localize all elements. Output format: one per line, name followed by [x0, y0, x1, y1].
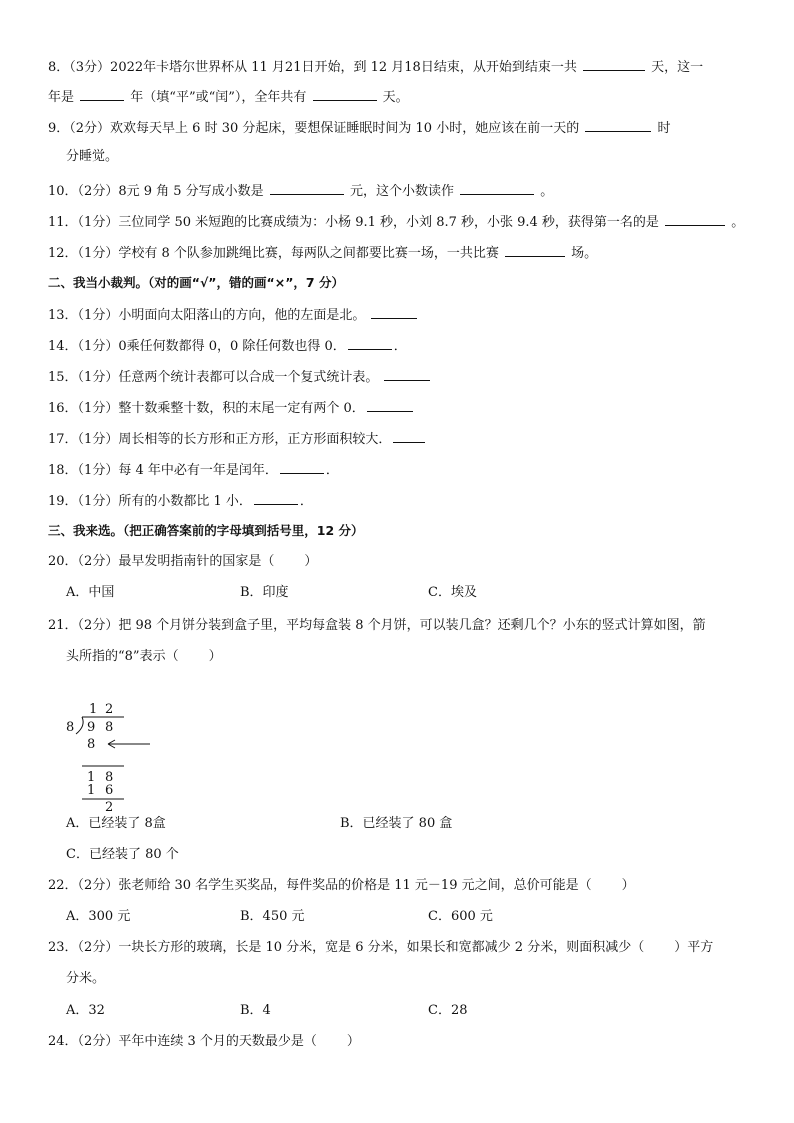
partial-digit: 1	[87, 770, 96, 785]
question-21-line-2: 头所指的“8”表示（ ）	[66, 649, 222, 664]
question-22: 22．（2分）张老师给 30 名学生买奖品，每件奖品的价格是 11 元－19 元之间，总价可能是（ ）	[48, 878, 635, 893]
answer-blank[interactable]	[585, 118, 651, 132]
question-20: 20．（2分）最早发明指南针的国家是（ ）	[48, 554, 318, 569]
question-12: 12．（1分）学校有 8 个队参加跳绳比赛，每两队之间都要比赛一场，一共比赛 场。	[48, 243, 597, 263]
partial-digit: 1	[87, 783, 96, 798]
arrow-pointed-eight: 8	[87, 737, 96, 752]
option-a[interactable]: A．32	[66, 1003, 105, 1018]
divisor: 8	[66, 720, 75, 735]
question-14: 14．（1分）0乘任何数都得 0，0 除任何数也得 0． ．	[48, 336, 407, 356]
question-9-line-1: 9．（2分）欢欢每天早上 6 时 30 分起床，要想保证睡眠时间为 10 小时，她应该在前一天的 时	[48, 118, 671, 138]
option-a[interactable]: A．中国	[66, 585, 115, 600]
option-a[interactable]: A．300 元	[66, 909, 131, 924]
division-lines	[62, 700, 172, 810]
option-c[interactable]: C．已经装了 80 个	[66, 847, 179, 862]
question-10: 10．（2分）8元 9 角 5 分写成小数是 元，这个小数读作 。	[48, 181, 553, 201]
option-b[interactable]: B．印度	[240, 585, 289, 600]
partial-digit: 8	[105, 770, 114, 785]
option-c[interactable]: C．埃及	[428, 585, 477, 600]
answer-blank[interactable]	[313, 87, 377, 101]
dividend-digit: 9	[87, 720, 96, 735]
question-11: 11．（1分）三位同学 50 米短跑的比赛成绩为：小杨 9.1 秒，小刘 8.7 秒，小张 9.4 秒，获得第一名的是 。	[48, 212, 744, 232]
question-8-line-2: 年是 年（填“平”或“闰”），全年共有 天。	[48, 87, 409, 107]
option-c[interactable]: C．600 元	[428, 909, 493, 924]
quotient-digit: 1	[89, 702, 98, 717]
question-15: 15．（1分）任意两个统计表都可以合成一个复式统计表。	[48, 367, 432, 387]
option-c[interactable]: C．28	[428, 1003, 468, 1018]
answer-blank[interactable]	[371, 305, 417, 319]
question-13: 13．（1分）小明面向太阳落山的方向，他的左面是北。	[48, 305, 419, 325]
answer-blank[interactable]	[270, 181, 344, 195]
question-18: 18．（1分）每 4 年中必有一年是闰年． ．	[48, 460, 339, 480]
quotient-digit: 2	[105, 702, 114, 717]
section-3-heading: 三、我来选。（把正确答案前的字母填到括号里，12 分）	[48, 523, 364, 538]
answer-blank[interactable]	[393, 429, 425, 443]
question-9-line-2: 分睡觉。	[66, 149, 119, 164]
remainder: 2	[105, 800, 114, 815]
question-8-line-1: 8．（3分）2022年卡塔尔世界杯从 11 月21日开始，到 12 月18日结束，从开始到结束一共 天，这一	[48, 57, 703, 77]
partial-digit: 6	[105, 783, 114, 798]
answer-blank[interactable]	[384, 367, 430, 381]
answer-blank[interactable]	[583, 57, 645, 71]
option-b[interactable]: B．已经装了 80 盒	[340, 816, 453, 831]
question-16: 16．（1分）整十数乘整十数，积的末尾一定有两个 0．	[48, 398, 415, 418]
dividend-digit: 8	[105, 720, 114, 735]
answer-blank[interactable]	[505, 243, 565, 257]
option-a[interactable]: A．已经装了 8盒	[66, 816, 166, 831]
question-23-line-2: 分米。	[66, 971, 106, 986]
answer-blank[interactable]	[367, 398, 413, 412]
answer-blank[interactable]	[280, 460, 324, 474]
question-21-line-1: 21．（2分）把 98 个月饼分装到盒子里，平均每盒装 8 个月饼，可以装几盒？还剩几个？小东的竖式计算如图，箭	[48, 618, 706, 633]
long-division-figure	[62, 700, 172, 815]
question-17: 17．（1分）周长相等的长方形和正方形，正方形面积较大．	[48, 429, 427, 449]
answer-blank[interactable]	[80, 87, 124, 101]
question-19: 19．（1分）所有的小数都比 1 小． ．	[48, 491, 313, 511]
answer-blank[interactable]	[665, 212, 725, 226]
option-b[interactable]: B．4	[240, 1003, 271, 1018]
answer-blank[interactable]	[254, 491, 298, 505]
answer-blank[interactable]	[460, 181, 534, 195]
question-24: 24．（2分）平年中连续 3 个月的天数最少是（ ）	[48, 1034, 360, 1049]
answer-blank[interactable]	[348, 336, 392, 350]
section-2-heading: 二、我当小裁判。（对的画“√”，错的画“×”，7 分）	[48, 275, 344, 290]
option-b[interactable]: B．450 元	[240, 909, 305, 924]
question-23-line-1: 23．（2分）一块长方形的玻璃，长是 10 分米，宽是 6 分米，如果长和宽都减少 2 分米，则面积减少（ ）平方	[48, 940, 714, 955]
